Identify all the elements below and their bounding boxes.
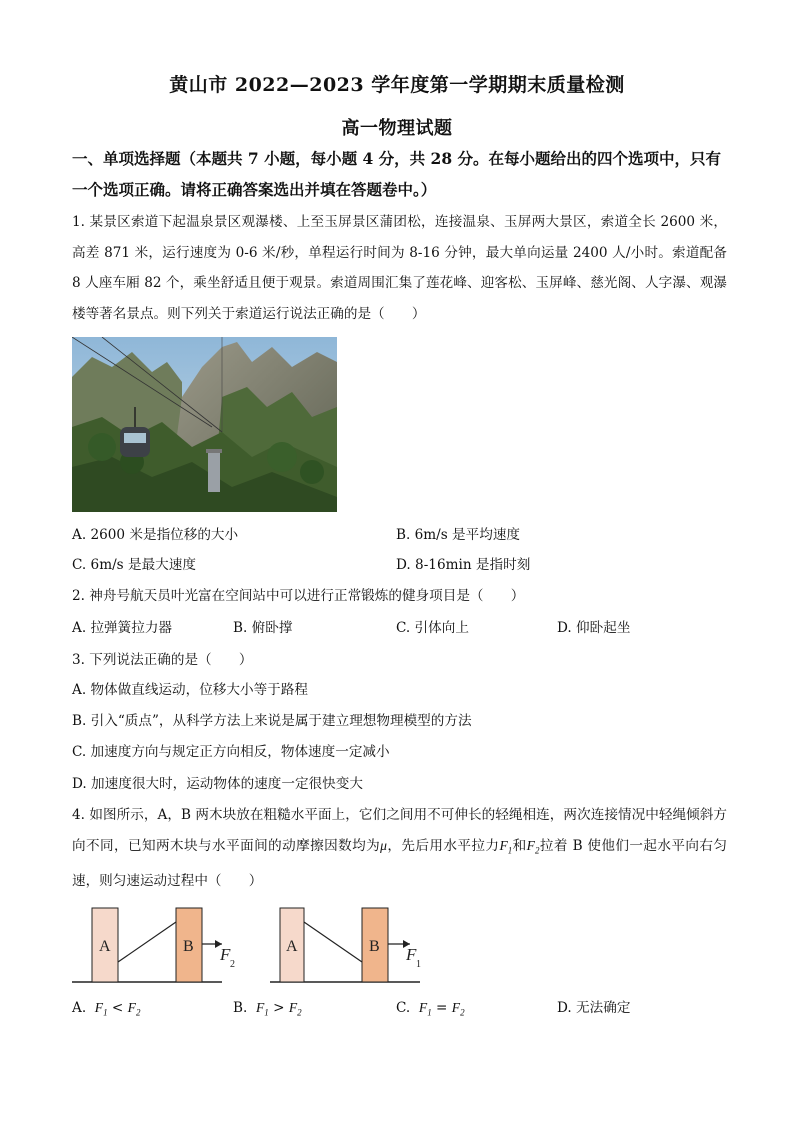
block-a-label: A — [99, 938, 111, 955]
option-label: C. — [396, 1000, 411, 1016]
rope — [118, 922, 176, 962]
cable-car-image — [72, 337, 337, 512]
q4-option-a[interactable] — [72, 998, 140, 1023]
q3-option-d[interactable]: D. 加速度很大时，运动物体的速度一定很快变大 — [72, 776, 363, 792]
exam-subtitle: 高一物理试题 — [341, 118, 453, 139]
q3-option-b[interactable]: B. 引入“质点”，从科学方法上来说是属于建立理想物理模型的方法 — [72, 713, 472, 729]
block-b-label: B — [369, 938, 380, 955]
force-subscript: 1 — [416, 959, 421, 970]
block-a-label: A — [286, 938, 298, 955]
q1-option-b[interactable]: B. 6m/s 是平均速度 — [396, 527, 521, 543]
q2-option-a[interactable]: A. 拉弹簧拉力器 — [72, 620, 173, 636]
question-2-stem: 2. 神舟号航天员叶光富在空间站中可以进行正常锻炼的健身项目是（ ） — [72, 588, 525, 604]
comparison-operator: > — [268, 1000, 289, 1016]
q2-option-d[interactable]: D. 仰卧起坐 — [557, 620, 631, 636]
q4-stem-part-4: 拉着 B 使他们一起水平向右匀速，则匀速运动过程中（ ） — [72, 837, 728, 889]
force-f2-symbol: F — [526, 837, 535, 853]
section-heading: 一、单项选择题（本题共 7 小题，每小题 4 分，共 28 分。在每小题给出的四个选项中，只有一个选项正确。请将正确答案选出并填在答题卷中。） — [72, 149, 722, 199]
q4-stem-part-3: 和 — [512, 837, 527, 854]
cable-car-photo — [72, 337, 337, 512]
q4-stem-part-1: 4. 如图所示，A，B 两木块放在粗糙水平面上，它们之间用不可伸长的轻绳相连，两次连接情况中轻绳倾斜方向不同，已知两木块与水平面间的动摩擦因数均为 — [72, 807, 727, 854]
comparison-operator: = — [431, 1000, 452, 1016]
q3-option-c[interactable]: C. 加速度方向与规定正方向相反，物体速度一定减小 — [72, 744, 390, 760]
exam-title: 黄山市 2022—2023 学年度第一学期期末质量检测 — [169, 74, 625, 96]
force-subscript: 1 — [264, 1007, 269, 1018]
q1-option-a[interactable]: A. 2600 米是指位移的大小 — [72, 527, 239, 543]
q4-stem-part-2: ，先后用水平拉力 — [386, 837, 500, 854]
force-label: F — [220, 945, 231, 964]
force-label: F — [406, 945, 417, 964]
force-f2-subscript: 2 — [534, 845, 540, 856]
q1-option-d[interactable]: D. 8-16min 是指时刻 — [396, 557, 531, 573]
q2-option-b[interactable]: B. 俯卧撑 — [233, 620, 293, 636]
question-3-stem: 3. 下列说法正确的是（ ） — [72, 652, 253, 668]
option-label: B. — [233, 1000, 248, 1016]
force-subscript: 2 — [230, 959, 235, 970]
force-f1-subscript: 1 — [507, 845, 513, 856]
force-subscript: 1 — [103, 1007, 108, 1018]
force-symbol: F — [451, 1000, 461, 1015]
q3-option-a[interactable]: A. 物体做直线运动，位移大小等于路程 — [72, 682, 308, 698]
q1-option-c[interactable]: C. 6m/s 是最大速度 — [72, 557, 196, 573]
q4-option-b[interactable] — [233, 998, 302, 1023]
question-1-stem: 1. 某景区索道下起温泉景区观瀑楼、上至玉屏景区蒲团松，连接温泉、玉屏两大景区，索道全长 2600 米，高差 871 米，运行速度为 0-6 米/秒，单程运行时间为 8-16 分钟，最大单向运量 2400 人/小时。索道配备 8 人座车厢 82 个，乘坐舒适且便于观景。索道周围汇集了莲花峰、迎客松、玉屏峰、慈光阁、人字瀑、观瀑楼等著名景点。则下列关于索道运行说法正确的是（ ） — [72, 214, 727, 322]
force-subscript: 2 — [297, 1007, 302, 1018]
force-symbol: F — [418, 1000, 428, 1015]
force-symbol: F — [288, 1000, 298, 1015]
force-symbol: F — [255, 1000, 265, 1015]
diagram-right — [270, 900, 440, 990]
force-subscript: 2 — [135, 1007, 141, 1018]
force-symbol: F — [127, 1000, 136, 1015]
q4-option-c[interactable] — [396, 998, 465, 1023]
force-subscript: 2 — [460, 1007, 465, 1018]
block-b-label: B — [183, 938, 194, 955]
q4-option-d[interactable]: D. 无法确定 — [557, 1000, 631, 1016]
q2-option-c[interactable]: C. 引体向上 — [396, 620, 469, 636]
force-subscript: 1 — [427, 1007, 432, 1018]
question-4-stem — [72, 800, 727, 896]
diagram-left — [72, 900, 242, 990]
mu-symbol: μ — [380, 837, 387, 853]
option-label: A. — [72, 1000, 87, 1016]
comparison-operator: < — [107, 1000, 128, 1016]
rope — [304, 922, 362, 962]
force-f1-symbol: F — [499, 837, 508, 853]
force-symbol: F — [94, 1000, 104, 1015]
